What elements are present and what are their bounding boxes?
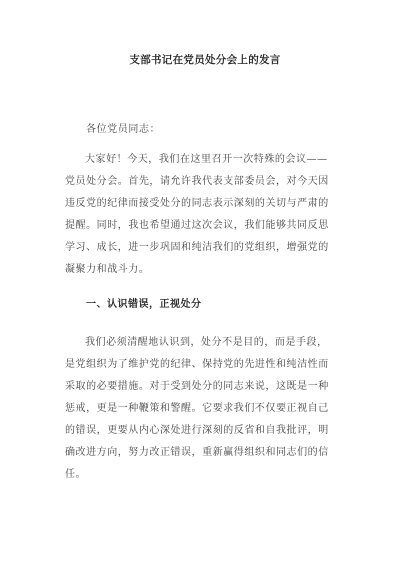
- paragraph-line: 大家好！今天，我们在这里召开一次特殊的会议——: [85, 154, 328, 165]
- paragraph-line: 的错误，更要从内心深处进行深刻的反省和自我批评，明: [65, 425, 329, 436]
- section-heading: 一、认识错误，正视处分: [86, 299, 202, 310]
- paragraph-line: 确改进方向，努力改正错误，重新赢得组织和同志们的信: [65, 447, 329, 458]
- paragraph-line: 采取的必要措施。对于受到处分的同志来说，这既是一种: [65, 381, 329, 392]
- paragraph-opening: [65, 149, 349, 281]
- paragraph-line: 是党组织为了维护党的纪律、保持党的先进性和纯洁性而: [65, 359, 329, 370]
- paragraph-line: 党员处分会。首先，请允许我代表支部委员会，对今天因: [65, 176, 329, 187]
- paragraph-line: 惩戒，更是一种鞭策和警醒。它要求我们不仅要正视自己: [65, 403, 329, 414]
- paragraph-line: 任。: [65, 469, 87, 480]
- paragraph-section-1: [65, 332, 349, 486]
- paragraph-line: 凝聚力和战斗力。: [65, 264, 150, 275]
- paragraph-line: 提醒。同时，我也希望通过这次会议，我们能够共同反思: [65, 220, 329, 231]
- document-title: 支部书记在党员处分会上的发言: [129, 54, 281, 66]
- salutation: 各位党员同志：: [86, 124, 161, 135]
- paragraph-line: 违反党的纪律而接受处分的同志表示深刻的关切与严肃的: [65, 198, 329, 209]
- paragraph-line: 我们必须清醒地认识到，处分不是目的，而是手段，: [85, 337, 328, 348]
- paragraph-line: 学习、成长，进一步巩固和纯洁我们的党组织，增强党的: [65, 242, 329, 253]
